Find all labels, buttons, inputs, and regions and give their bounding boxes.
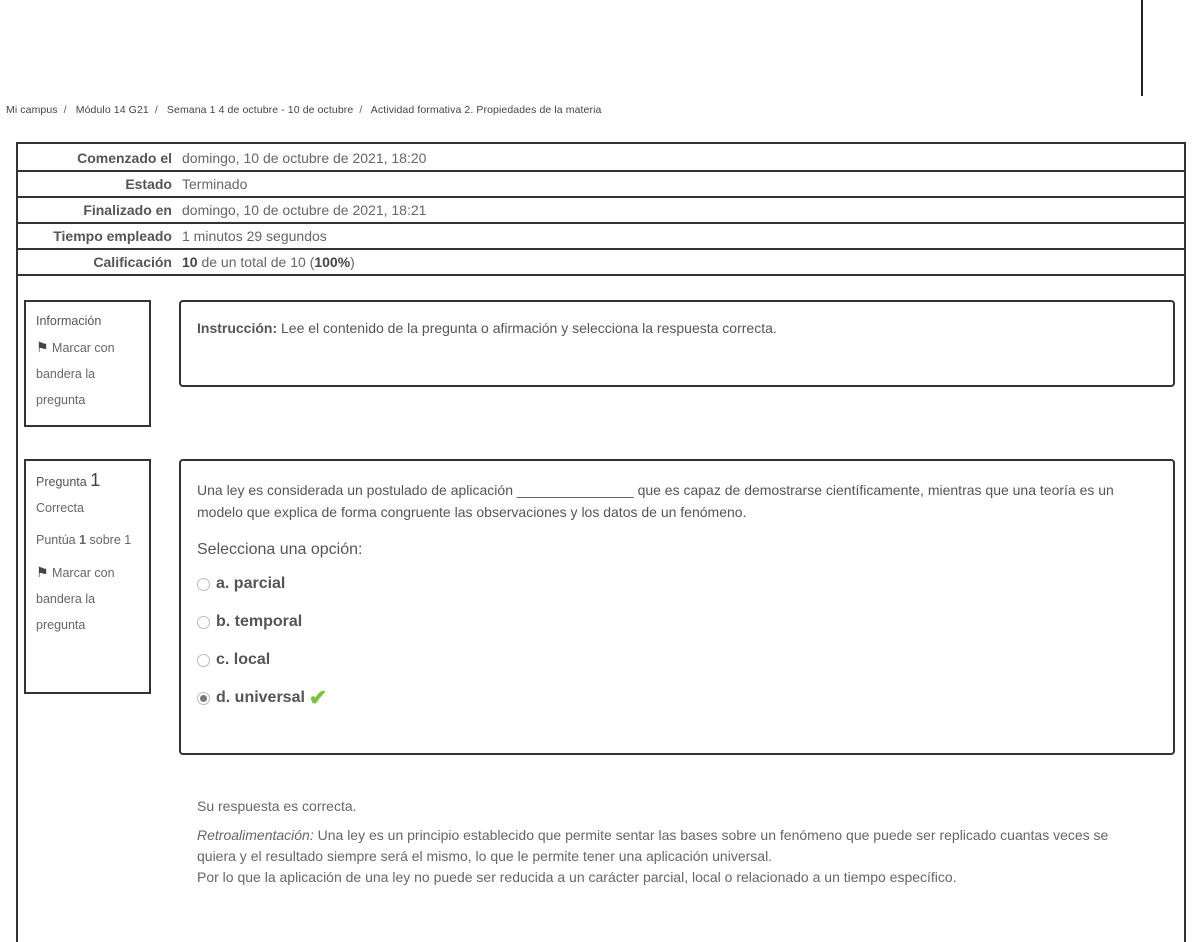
time-value: 1 minutos 29 segundos xyxy=(176,223,1186,249)
summary-row-finished xyxy=(18,197,1186,223)
summary-row-grade xyxy=(18,249,1186,275)
question-status: Correcta xyxy=(36,501,84,515)
info-side-panel xyxy=(24,300,151,427)
started-label: Comenzado el xyxy=(18,146,176,171)
feedback-block xyxy=(197,796,1137,888)
flag-question-link[interactable] xyxy=(36,334,139,413)
grade-mid: de un total de 10 ( xyxy=(197,254,315,270)
state-value: Terminado xyxy=(176,171,1186,197)
header-divider xyxy=(1141,0,1143,96)
grade-value xyxy=(176,249,1186,275)
answer-option[interactable] xyxy=(197,609,1157,635)
checkmark-icon: ✔ xyxy=(308,685,328,710)
feedback-text-1: Una ley es un principio establecido que permite sentar las bases sobre un fenómeno que puede ser replicado cuantas veces se quiera y el resultado siempre será el mismo, lo que le permite tener una aplicación universal. xyxy=(197,827,1109,864)
radio-button[interactable] xyxy=(197,616,210,629)
question-number xyxy=(36,467,139,495)
flag-label: Marcar con bandera la pregunta xyxy=(36,341,115,407)
summary-row-time xyxy=(18,223,1186,249)
flag-icon: ⚑ xyxy=(36,564,49,580)
answer-option[interactable] xyxy=(197,685,1157,711)
score-suffix: sobre 1 xyxy=(86,533,132,547)
instruction-label: Instrucción: xyxy=(197,320,278,336)
info-title: Información xyxy=(36,314,102,328)
summary-row-state xyxy=(18,171,1186,197)
answer-option-label: a. parcial xyxy=(216,575,286,592)
question-side-panel xyxy=(24,459,151,694)
feedback-text xyxy=(197,825,1137,867)
summary-row-started xyxy=(18,146,1186,171)
feedback-result: Su respuesta es correcta. xyxy=(197,798,357,814)
started-value: domingo, 10 de octubre de 2021, 18:20 xyxy=(176,146,1186,171)
time-label: Tiempo empleado xyxy=(18,223,176,249)
flag-label: Marcar con bandera la pregunta xyxy=(36,566,115,632)
instruction-text: Lee el contenido de la pregunta o afirmación y selecciona la respuesta correcta. xyxy=(277,320,777,336)
radio-button[interactable] xyxy=(197,578,210,591)
radio-button[interactable] xyxy=(197,692,210,705)
info-content-box xyxy=(179,300,1175,387)
score-prefix: Puntúa xyxy=(36,533,80,547)
question-content-box xyxy=(179,459,1175,755)
grade-end: ) xyxy=(350,254,355,270)
feedback-label: Retroalimentación: xyxy=(197,827,314,843)
breadcrumb-campus[interactable]: Mi campus xyxy=(6,104,58,116)
answer-prompt: Selecciona una opción: xyxy=(197,541,363,558)
flag-question-link[interactable] xyxy=(36,559,139,638)
question-text: Una ley es considerada un postulado de aplicación _______________ que es capaz de demostrarse científicamente, mientras que una teoría es un modelo que explica de forma congruente las observaciones y los datos de un fenómeno. xyxy=(197,482,1114,520)
state-label: Estado xyxy=(18,171,176,197)
breadcrumb-activity[interactable]: Actividad formativa 2. Propiedades de la materia xyxy=(370,104,602,116)
grade-percent: 100% xyxy=(314,254,351,270)
question-number-value: 1 xyxy=(90,470,101,490)
answer-option[interactable] xyxy=(197,571,1157,597)
answer-options xyxy=(197,571,1157,711)
score-value: 1 xyxy=(79,533,87,547)
answer-option-label: c. local xyxy=(216,651,271,668)
answer-option-label: d. universal xyxy=(216,689,305,706)
finished-label: Finalizado en xyxy=(18,197,176,223)
grade-label: Calificación xyxy=(18,249,176,275)
answer-option[interactable] xyxy=(197,647,1157,673)
feedback-text-2: Por lo que la aplicación de una ley no puede ser reducida a un carácter parcial, local o relacionado a un tiempo específico. xyxy=(197,869,957,885)
finished-value: domingo, 10 de octubre de 2021, 18:21 xyxy=(176,197,1186,223)
question-label: Pregunta xyxy=(36,475,87,489)
breadcrumb: Mi campus / Módulo 14 G21 / Semana 1 4 de octubre - 10 de octubre / Actividad formativa 2. Propiedades de la materia xyxy=(6,104,602,116)
breadcrumb-week[interactable]: Semana 1 4 de octubre - 10 de octubre xyxy=(166,104,354,116)
grade-score: 10 xyxy=(182,254,198,270)
question-score xyxy=(36,527,139,553)
attempt-summary-table xyxy=(18,146,1186,276)
breadcrumb-module[interactable]: Módulo 14 G21 xyxy=(75,104,149,116)
flag-icon: ⚑ xyxy=(36,339,49,355)
radio-button[interactable] xyxy=(197,654,210,667)
answer-option-label: b. temporal xyxy=(216,613,303,630)
